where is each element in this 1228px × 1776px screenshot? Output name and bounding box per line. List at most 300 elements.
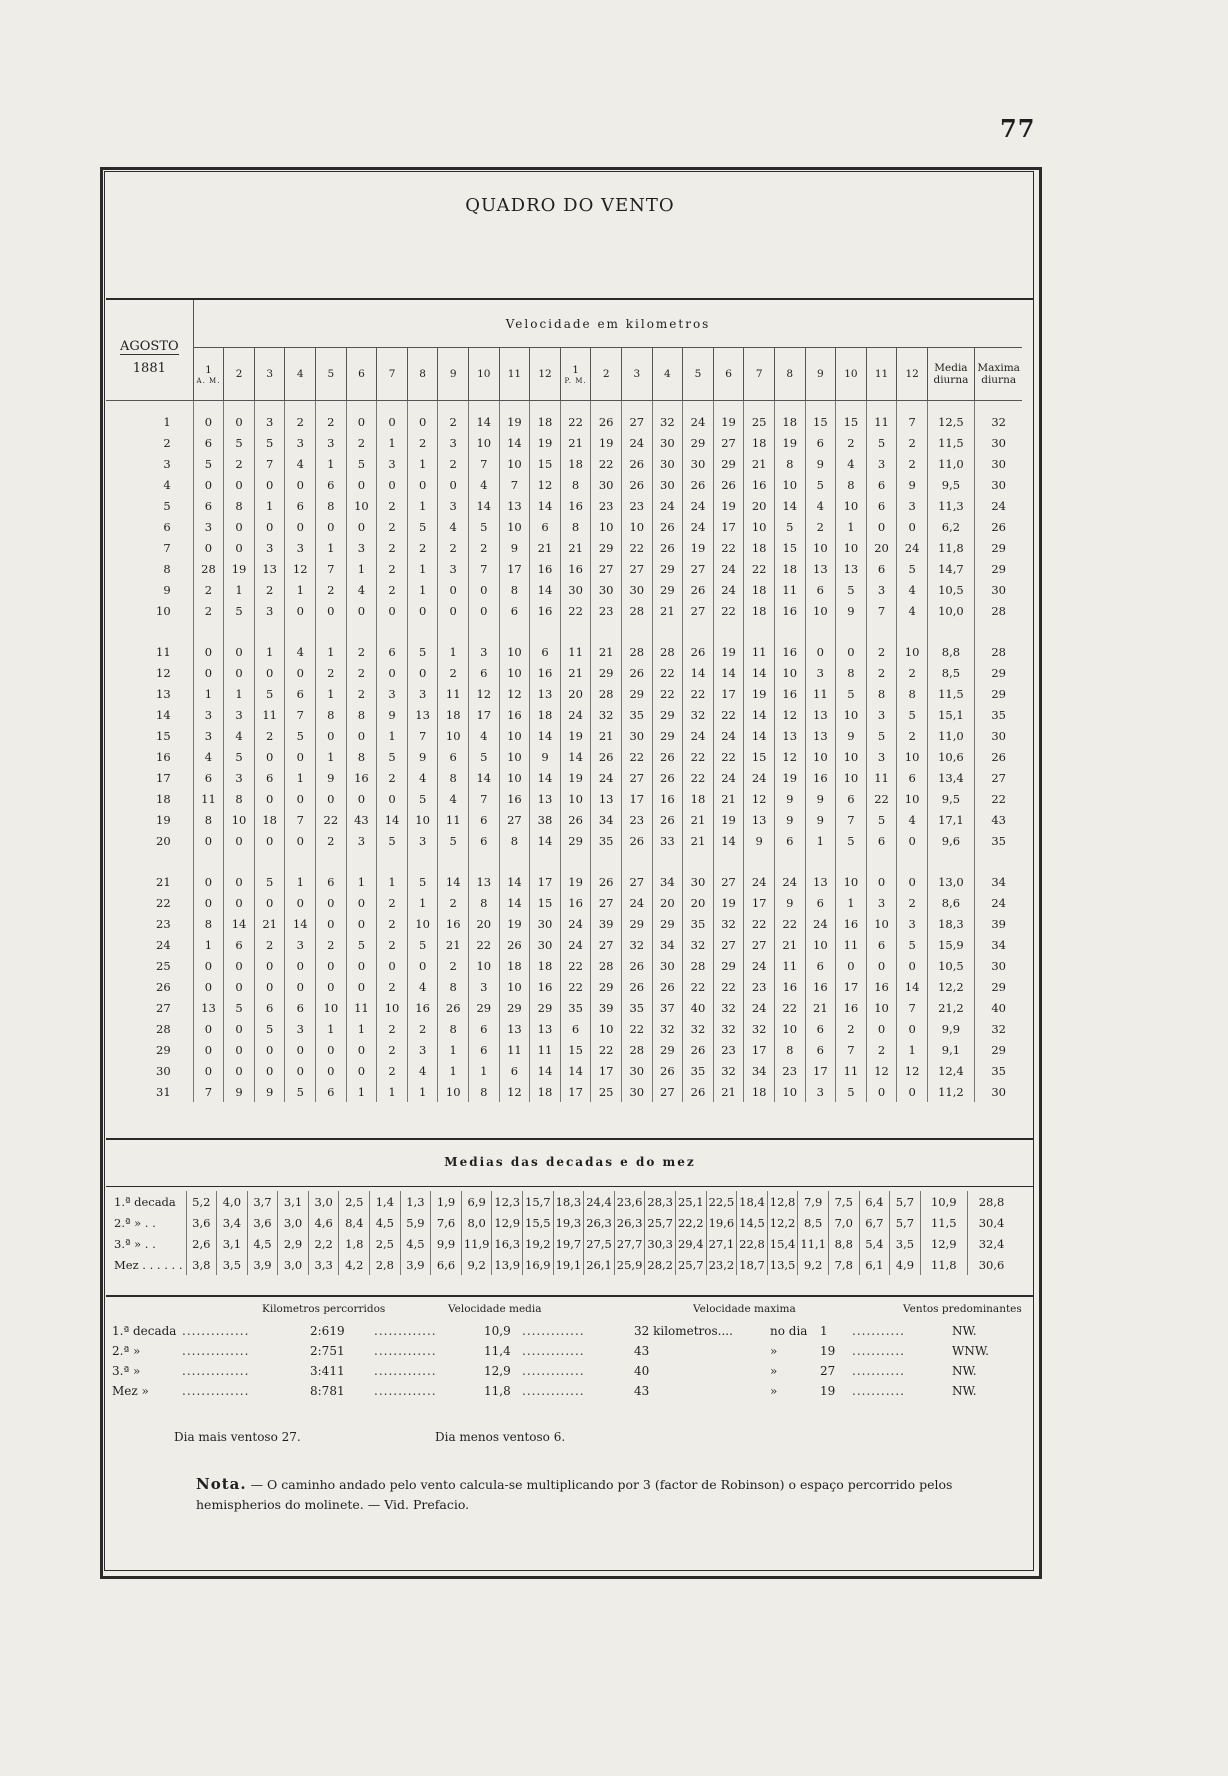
maxima-cell: 43 xyxy=(974,809,1022,830)
leader-dots: .............. xyxy=(182,1364,250,1378)
decada-cell: 1,9 xyxy=(431,1191,462,1212)
hour-cell: 0 xyxy=(285,830,316,851)
hour-label: 8 xyxy=(786,368,794,381)
hour-cell: 5 xyxy=(285,1081,316,1102)
hour-cell: 3 xyxy=(285,537,316,558)
hour-cell: 0 xyxy=(805,641,836,662)
hour-cell: 3 xyxy=(805,1081,836,1102)
summary-dia-label: » xyxy=(770,1344,778,1358)
hour-cell: 5 xyxy=(254,432,285,453)
decada-cell: 6,9 xyxy=(461,1191,492,1212)
hour-cell: 5 xyxy=(285,725,316,746)
hour-cell: 18 xyxy=(530,704,561,725)
hour-cell: 16 xyxy=(499,704,530,725)
hour-cell: 10 xyxy=(499,767,530,788)
decada-label: 1.ª decada xyxy=(114,1194,176,1209)
decada-cell: 28,3 xyxy=(645,1191,676,1212)
hour-cell: 2 xyxy=(377,495,408,516)
hour-cell: 10 xyxy=(836,537,867,558)
decada-cell: 12,2 xyxy=(767,1212,798,1233)
hour-cell: 24 xyxy=(591,767,622,788)
hour-cell: 16 xyxy=(530,558,561,579)
hour-cell: 17 xyxy=(591,1060,622,1081)
hour-cell: 0 xyxy=(254,474,285,495)
hour-cell: 12 xyxy=(774,746,805,767)
decada-cell: 4,9 xyxy=(890,1254,921,1275)
decada-cell: 24,4 xyxy=(584,1191,615,1212)
maxima-cell: 32 xyxy=(974,1018,1022,1039)
hour-cell: 3 xyxy=(438,495,469,516)
table-row xyxy=(106,997,1022,1018)
page-number: 77 xyxy=(1000,114,1036,143)
hour-cell: 24 xyxy=(683,495,714,516)
hour-cell: 2 xyxy=(377,1018,408,1039)
media-cell: 9,5 xyxy=(927,788,974,809)
decada-cell: 18,3 xyxy=(553,1191,584,1212)
hour-cell: 10 xyxy=(836,704,867,725)
hour-cell: 11 xyxy=(774,955,805,976)
maxima-cell: 29 xyxy=(974,558,1022,579)
hour-cell: 18 xyxy=(438,704,469,725)
decada-cell: 23,2 xyxy=(706,1254,737,1275)
hour-cell: 7 xyxy=(836,1039,867,1060)
hour-cell: 6 xyxy=(805,1018,836,1039)
summary-label: Mez » xyxy=(112,1384,149,1398)
hour-cell: 3 xyxy=(193,725,224,746)
media-cell: 9,1 xyxy=(927,1039,974,1060)
media-cell: 15,1 xyxy=(927,704,974,725)
hour-cell: 10 xyxy=(591,516,622,537)
hour-cell: 10 xyxy=(438,725,469,746)
hour-am-12 xyxy=(530,348,561,401)
hour-cell: 24 xyxy=(897,537,928,558)
hour-cell: 0 xyxy=(224,662,255,683)
hour-cell: 0 xyxy=(285,955,316,976)
hour-cell: 3 xyxy=(346,537,377,558)
maxima-cell: 30 xyxy=(974,453,1022,474)
table-row xyxy=(106,955,1022,976)
hour-cell: 22 xyxy=(713,976,744,997)
decada-cell: 4,5 xyxy=(400,1233,431,1254)
month-label: AGOSTO xyxy=(120,339,179,354)
hour-cell: 17 xyxy=(530,871,561,892)
table-row xyxy=(106,662,1022,683)
hour-cell: 0 xyxy=(346,788,377,809)
hour-cell: 14 xyxy=(774,495,805,516)
hour-cell: 1 xyxy=(377,432,408,453)
hour-cell: 34 xyxy=(652,871,683,892)
decada-cell: 28,2 xyxy=(645,1254,676,1275)
hour-cell: 22 xyxy=(560,976,591,997)
hour-cell: 29 xyxy=(591,537,622,558)
hour-cell: 10 xyxy=(407,809,438,830)
decada-cell: 26,3 xyxy=(614,1212,645,1233)
maxima-cell: 30 xyxy=(974,579,1022,600)
hour-cell: 7 xyxy=(316,558,347,579)
maxima-cell: 29 xyxy=(974,683,1022,704)
hour-cell: 1 xyxy=(224,683,255,704)
hour-cell: 8 xyxy=(193,809,224,830)
hour-cell: 22 xyxy=(744,558,775,579)
hour-cell: 27 xyxy=(591,558,622,579)
decada-cell: 19,7 xyxy=(553,1233,584,1254)
hour-cell: 13 xyxy=(836,558,867,579)
hour-cell: 26 xyxy=(591,871,622,892)
summary-head-km: Kilometros percorridos xyxy=(262,1303,386,1315)
hour-cell: 2 xyxy=(469,537,500,558)
hour-cell: 18 xyxy=(530,955,561,976)
hour-cell: 8 xyxy=(346,746,377,767)
hour-label: 6 xyxy=(725,368,732,381)
summary-dia-label: » xyxy=(770,1384,778,1398)
hour-cell: 29 xyxy=(713,955,744,976)
hour-cell: 5 xyxy=(346,453,377,474)
decada-cell: 16,9 xyxy=(523,1254,554,1275)
hour-label: 12 xyxy=(905,368,919,381)
hour-cell: 20 xyxy=(866,537,897,558)
hour-cell: 10 xyxy=(774,662,805,683)
hour-cell: 16 xyxy=(774,641,805,662)
hour-cell: 30 xyxy=(683,871,714,892)
hour-cell: 23 xyxy=(713,1039,744,1060)
media-cell: 9,5 xyxy=(927,474,974,495)
hour-cell: 8 xyxy=(438,976,469,997)
hour-cell: 26 xyxy=(652,976,683,997)
table-row xyxy=(106,767,1022,788)
leader-dots: ............. xyxy=(522,1344,585,1358)
hour-cell: 0 xyxy=(866,1081,897,1102)
hour-cell: 6 xyxy=(316,1081,347,1102)
hour-cell: 20 xyxy=(683,892,714,913)
decada-cell: 4,5 xyxy=(247,1233,278,1254)
hour-cell: 10 xyxy=(499,976,530,997)
hour-cell: 0 xyxy=(346,725,377,746)
hour-cell: 22 xyxy=(713,600,744,621)
summary-row xyxy=(112,1324,1012,1344)
hour-cell: 0 xyxy=(316,516,347,537)
dia-mais-ventoso: Dia mais ventoso 27. xyxy=(174,1430,301,1444)
hour-cell: 9 xyxy=(836,600,867,621)
decada-cell: 13,9 xyxy=(492,1254,523,1275)
decada-cell: 2,2 xyxy=(308,1233,339,1254)
hour-cell: 15 xyxy=(530,453,561,474)
hour-cell: 21 xyxy=(560,662,591,683)
hour-cell: 15 xyxy=(836,411,867,432)
hour-cell: 14 xyxy=(469,495,500,516)
day-cell: 6 xyxy=(163,519,171,534)
hour-cell: 18 xyxy=(744,537,775,558)
summary-head-vmax: Velocidade maxima xyxy=(693,1303,796,1315)
media-cell: 9,6 xyxy=(927,830,974,851)
hour-cell: 0 xyxy=(469,579,500,600)
hour-cell: 15 xyxy=(805,411,836,432)
hour-cell: 6 xyxy=(254,997,285,1018)
hour-cell: 16 xyxy=(530,600,561,621)
decada-cell: 3,9 xyxy=(247,1254,278,1275)
hour-cell: 2 xyxy=(438,955,469,976)
hour-cell: 28 xyxy=(621,1039,652,1060)
table-row xyxy=(106,516,1022,537)
media-cell: 6,2 xyxy=(927,516,974,537)
hour-cell: 7 xyxy=(836,809,867,830)
hour-cell: 26 xyxy=(621,976,652,997)
hour-cell: 7 xyxy=(469,788,500,809)
hour-cell: 29 xyxy=(591,662,622,683)
hour-cell: 10 xyxy=(499,516,530,537)
hour-cell: 0 xyxy=(316,892,347,913)
hour-cell: 27 xyxy=(621,767,652,788)
hour-cell: 0 xyxy=(346,474,377,495)
hour-cell: 3 xyxy=(866,892,897,913)
hour-cell: 14 xyxy=(683,662,714,683)
hour-cell: 6 xyxy=(805,955,836,976)
hour-cell: 3 xyxy=(254,411,285,432)
leader-dots: ............. xyxy=(374,1364,437,1378)
hour-cell: 24 xyxy=(713,558,744,579)
maxima-cell: 34 xyxy=(974,934,1022,955)
gap-row xyxy=(106,621,1022,641)
hour-cell: 3 xyxy=(193,516,224,537)
hour-cell: 3 xyxy=(285,432,316,453)
table-row xyxy=(106,830,1022,851)
hour-cell: 6 xyxy=(254,767,285,788)
summary-head-vmed: Velocidade media xyxy=(448,1303,542,1315)
hour-cell: 0 xyxy=(193,955,224,976)
hour-cell: 1 xyxy=(407,892,438,913)
media-cell: 12,5 xyxy=(927,411,974,432)
hour-cell: 11 xyxy=(193,788,224,809)
hour-cell: 24 xyxy=(560,913,591,934)
hour-cell: 22 xyxy=(744,913,775,934)
hour-cell: 0 xyxy=(866,516,897,537)
decada-cell: 2,5 xyxy=(339,1191,370,1212)
hour-cell: 9 xyxy=(897,474,928,495)
decada-row xyxy=(106,1233,1015,1254)
media-cell: 11,5 xyxy=(927,683,974,704)
hour-cell: 3 xyxy=(316,432,347,453)
hour-label: 4 xyxy=(664,368,671,381)
hour-pm-5 xyxy=(683,348,714,401)
hour-cell: 24 xyxy=(683,725,714,746)
maxima-cell: 29 xyxy=(974,662,1022,683)
hour-cell: 10 xyxy=(499,641,530,662)
hour-cell: 3 xyxy=(866,579,897,600)
hour-cell: 1 xyxy=(836,516,867,537)
decada-cell: 23,6 xyxy=(614,1191,645,1212)
hour-cell: 24 xyxy=(744,955,775,976)
hour-cell: 0 xyxy=(836,955,867,976)
hour-cell: 5 xyxy=(254,1018,285,1039)
hour-cell: 2 xyxy=(377,892,408,913)
hour-cell: 21 xyxy=(683,809,714,830)
hour-cell: 22 xyxy=(316,809,347,830)
hour-cell: 0 xyxy=(377,662,408,683)
hour-pm-4 xyxy=(652,348,683,401)
decada-cell: 3,1 xyxy=(278,1191,309,1212)
day-cell: 23 xyxy=(156,916,171,931)
day-cell: 17 xyxy=(156,770,171,785)
hour-cell: 4 xyxy=(897,809,928,830)
day-cell: 19 xyxy=(156,812,171,827)
hour-cell: 24 xyxy=(683,411,714,432)
leader-dots: ........... xyxy=(852,1384,905,1398)
decada-cell: 2,6 xyxy=(186,1233,217,1254)
hour-cell: 19 xyxy=(683,537,714,558)
hour-cell: 22 xyxy=(713,704,744,725)
hour-cell: 30 xyxy=(560,579,591,600)
hour-cell: 2 xyxy=(438,892,469,913)
decada-cell: 15,4 xyxy=(767,1233,798,1254)
medias-title: Medias das decadas e do mez xyxy=(444,1155,696,1169)
hour-cell: 0 xyxy=(285,976,316,997)
hour-am-9 xyxy=(438,348,469,401)
hour-cell: 2 xyxy=(377,558,408,579)
hour-cell: 0 xyxy=(316,955,347,976)
hour-cell: 0 xyxy=(316,913,347,934)
hour-cell: 17 xyxy=(805,1060,836,1081)
hour-cell: 0 xyxy=(285,662,316,683)
hour-cell: 26 xyxy=(683,1039,714,1060)
decada-cell: 27,1 xyxy=(706,1233,737,1254)
hour-cell: 0 xyxy=(377,411,408,432)
hour-cell: 21 xyxy=(713,1081,744,1102)
hour-cell: 29 xyxy=(652,1039,683,1060)
hour-cell: 24 xyxy=(621,432,652,453)
decada-cell: 3,1 xyxy=(217,1233,248,1254)
hour-cell: 14 xyxy=(530,830,561,851)
hour-cell: 39 xyxy=(591,913,622,934)
table-row xyxy=(106,746,1022,767)
hour-cell: 25 xyxy=(591,1081,622,1102)
hour-cell: 11 xyxy=(346,997,377,1018)
hour-label: 7 xyxy=(388,368,396,381)
hour-label: 11 xyxy=(507,368,522,381)
hour-cell: 6 xyxy=(499,600,530,621)
hour-cell: 10 xyxy=(805,600,836,621)
decada-cell: 26,3 xyxy=(584,1212,615,1233)
hour-cell: 2 xyxy=(897,432,928,453)
hour-cell: 29 xyxy=(621,913,652,934)
hour-cell: 30 xyxy=(621,1060,652,1081)
note-label: Nota. xyxy=(196,1475,247,1493)
hour-cell: 8 xyxy=(836,662,867,683)
table-row xyxy=(106,683,1022,704)
hour-cell: 0 xyxy=(224,411,255,432)
hour-cell: 16 xyxy=(774,976,805,997)
hour-cell: 3 xyxy=(224,767,255,788)
hour-cell: 6 xyxy=(469,662,500,683)
hour-cell: 4 xyxy=(224,725,255,746)
hour-cell: 6 xyxy=(285,997,316,1018)
hour-cell: 11 xyxy=(866,767,897,788)
hour-cell: 11 xyxy=(499,1039,530,1060)
hour-cell: 35 xyxy=(621,997,652,1018)
decada-cell: 1,3 xyxy=(400,1191,431,1212)
hour-cell: 16 xyxy=(346,767,377,788)
hour-cell: 35 xyxy=(683,1060,714,1081)
note xyxy=(196,1474,996,1515)
hour-cell: 9 xyxy=(377,704,408,725)
maxima-cell: 35 xyxy=(974,704,1022,725)
day-cell: 25 xyxy=(156,958,171,973)
hour-cell: 1 xyxy=(377,1081,408,1102)
summary-vento: WNW. xyxy=(952,1344,989,1358)
hour-cell: 6 xyxy=(193,495,224,516)
hour-cell: 5 xyxy=(346,934,377,955)
hour-cell: 29 xyxy=(683,432,714,453)
hour-cell: 10 xyxy=(836,495,867,516)
media-cell: 17,1 xyxy=(927,809,974,830)
summary-label: 1.ª decada xyxy=(112,1324,177,1338)
hour-cell: 22 xyxy=(591,1039,622,1060)
hour-cell: 5 xyxy=(254,683,285,704)
hour-cell: 7 xyxy=(285,809,316,830)
hour-cell: 8 xyxy=(438,767,469,788)
hour-cell: 10 xyxy=(866,997,897,1018)
media-cell: 10,5 xyxy=(927,579,974,600)
hour-cell: 0 xyxy=(193,871,224,892)
hour-cell: 30 xyxy=(591,474,622,495)
hour-cell: 9 xyxy=(805,453,836,474)
hour-cell: 10 xyxy=(316,997,347,1018)
media-cell: 8,8 xyxy=(927,641,974,662)
hour-cell: 0 xyxy=(193,892,224,913)
hour-cell: 6 xyxy=(866,558,897,579)
table-row xyxy=(106,495,1022,516)
hour-cell: 8 xyxy=(193,913,224,934)
decada-cell: 7,5 xyxy=(828,1191,859,1212)
hour-cell: 12 xyxy=(499,683,530,704)
hour-cell: 10 xyxy=(469,432,500,453)
hour-cell: 10 xyxy=(774,1081,805,1102)
hour-am-3 xyxy=(254,348,285,401)
hour-cell: 28 xyxy=(591,955,622,976)
hour-cell: 32 xyxy=(683,704,714,725)
hour-cell: 6 xyxy=(316,871,347,892)
hour-cell: 8 xyxy=(836,474,867,495)
hour-cell: 17 xyxy=(744,892,775,913)
hour-cell: 28 xyxy=(591,683,622,704)
decada-cell: 3,8 xyxy=(186,1254,217,1275)
hour-cell: 7 xyxy=(193,1081,224,1102)
hour-cell: 8 xyxy=(316,495,347,516)
hour-cell: 16 xyxy=(560,892,591,913)
decada-media: 12,9 xyxy=(920,1233,967,1254)
table-row xyxy=(106,788,1022,809)
hour-cell: 3 xyxy=(407,1039,438,1060)
media-cell: 15,9 xyxy=(927,934,974,955)
hour-cell: 4 xyxy=(438,516,469,537)
hour-cell: 29 xyxy=(560,830,591,851)
hour-cell: 30 xyxy=(621,1081,652,1102)
hour-cell: 6 xyxy=(193,432,224,453)
hour-cell: 17 xyxy=(713,683,744,704)
hour-cell: 0 xyxy=(866,871,897,892)
hour-cell: 6 xyxy=(866,830,897,851)
hour-cell: 5 xyxy=(866,432,897,453)
hour-cell: 0 xyxy=(836,641,867,662)
hour-cell: 26 xyxy=(683,579,714,600)
hour-cell: 26 xyxy=(591,746,622,767)
hour-cell: 26 xyxy=(438,997,469,1018)
hour-cell: 29 xyxy=(652,579,683,600)
hour-cell: 5 xyxy=(254,871,285,892)
hour-cell: 0 xyxy=(285,516,316,537)
hour-cell: 10 xyxy=(836,746,867,767)
hour-cell: 24 xyxy=(652,495,683,516)
hour-cell: 26 xyxy=(621,830,652,851)
hour-cell: 2 xyxy=(836,1018,867,1039)
